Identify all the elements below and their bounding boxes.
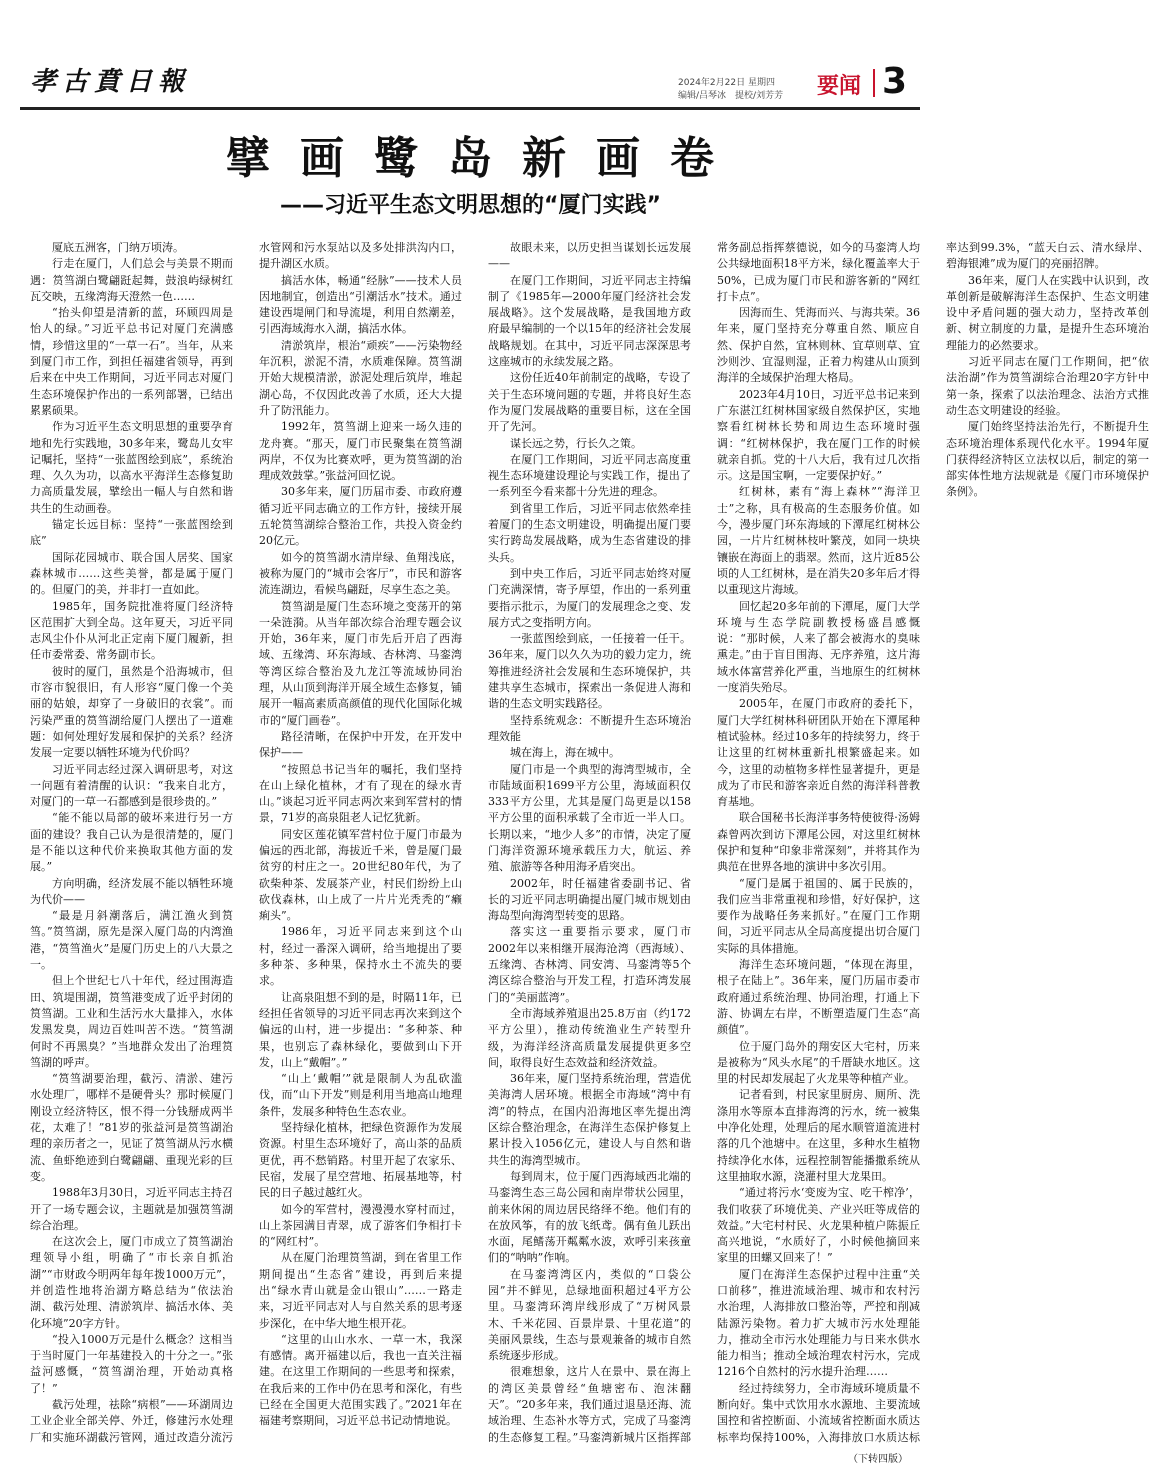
article-paragraph: 回忆起20多年前的下潭尾，厦门大学环境与生态学院副教授杨盛昌感慨说：“那时候，人来了都会被海水的臭味熏走。”由于盲目围海、无序养殖，这片海域水体富营养化严重，当地原生的红树林一度消失殆尽。 [717, 599, 920, 695]
subheadline: ——习近平生态文明思想的“厦门实践” [280, 193, 661, 218]
article-paragraph: “这里的山山水水、一草一木，我深有感情。离开福建以后，我也一直关注福建。在这里工作期间的一些思考和探索，在我后来的工作中仍在思考和深化，有些已经在全国更大范围实践了。”2021年在福建考察期间，习近平总书记动情地说。 [259, 1332, 462, 1428]
article-paragraph: 1988年3月30日，习近平同志主持召开了一场专题会议，主题就是加强筼筜湖综合治理。 [30, 1186, 233, 1232]
article-paragraph: “厦门是属于祖国的、属于民族的，我们应当非常重视和珍惜，好好保护，这要作为战略任务来抓好。”在厦门工作期间，习近平同志从全局高度提出切合厦门实际的具体措施。 [717, 876, 920, 955]
article-paragraph: 在厦门工作期间，习近平同志高度重视生态环境建设理论与实践工作，提出了一系列至今看来都十分先进的理念。 [488, 452, 691, 499]
article-paragraph: “山上‘戴帽’”就是限制人为乱砍滥伐，而“山下开发”则是利用当地高山地理条件，发展多种特色生态农业。 [259, 1072, 462, 1118]
section-name: 要闻 [817, 74, 862, 99]
article-paragraph: 一张蓝图绘到底，一任接着一任干。36年来，厦门以久久为功的毅力定力，统筹推进经济社会发展和生态环境保护，共建共享生态城市，探索出一条促进人海和谐的生态文明实践路径。 [488, 632, 691, 711]
article-paragraph: 但上个世纪七八十年代，经过围海造田、筑堤围湖，筼筜港变成了近乎封闭的筼筜湖。工业和生活污水大量排入，水体发黑发臭，周边百姓叫苦不迭。“筼筜湖何时不再黑臭？”当地群众发出了治理筼筜湖的呼声。 [30, 974, 233, 1069]
article-paragraph: 2005年，在厦门市政府的委托下，厦门大学红树林科研团队开始在下潭尾种植试验林。经过10多年的持续努力，终于让这里的红树林重新扎根繁盛起来。如今，这里的动植物多样性显著提升，更是成为了市民和游客亲近自然的海洋科普教育基地。 [717, 697, 920, 809]
article-paragraph: 这份任近40年前制定的战略，专设了关于生态环境问题的专题，并将良好生态作为厦门发展战略的重要目标，这在全国开了先河。 [488, 371, 691, 434]
article-paragraph: “筼筜湖要治理，截污、清淤、建污水处理厂，哪样不是硬骨头？那时候厦门刚设立经济特区，恨不得一分钱掰成两半花，太难了！”81岁的张益河是筼筜湖治理的亲历者之一，见证了筼筜湖从污水横流、鱼虾绝迹到白鹭翩翩、重现光彩的巨变。 [30, 1072, 233, 1183]
article-paragraph: 海洋生态环境问题，“体现在海里，根子在陆上”。36年来，厦门历届市委市政府通过系统治理、协同治理，打通上下游、协调左右岸，不断塑造厦门生态“高颜值”。 [717, 958, 920, 1037]
article-paragraph: 2002年，时任福建省委副书记、省长的习近平同志明确提出厦门城市规划由海岛型向海湾型转变的思路。 [488, 876, 691, 923]
article-paragraph: 1986年，习近平同志来到这个山村，经过一番深入调研，给当地提出了要多种茶、多种果，保持水土不流失的要求。 [259, 925, 462, 988]
article-paragraph: 落实这一重要指示要求，厦门市2002年以来相继开展海沧湾（西海域）、五缘湾、杏林湾、同安湾、马銮湾等5个湾区综合整治与开发工程，打造环湾发展门的“美丽蓝湾”。 [488, 925, 691, 1004]
article-paragraph: 同安区莲花镇军营村位于厦门市最为偏远的西北部，海拔近千米，曾是厦门最贫穷的村庄之一。20世纪80年代，为了砍柴种茶、发展茶产业，村民们纷纷上山砍伐森林，山上成了一片片光秃秃的“癞痢头”。 [259, 827, 462, 923]
article-paragraph: 彼时的厦门，虽然是个沿海城市，但市容市貌很旧，有人形容“厦门像一个美丽的姑娘，却穿了一身破旧的衣裳”。而污染严重的筼筜湖给厦门人摆出了一道难题：如何处理好发展和保护的关系？经济发展一定要以牺牲环境为代价吗？ [30, 664, 233, 760]
article-paragraph: “通过将污水‘变废为宝、吃干榨净’，我们收获了环境优美、产业兴旺等成倍的效益。”大宅村村民、火龙果种植户陈振丘高兴地说，“水质好了，小时候他摘回来家里的田螺又回来了！” [717, 1186, 920, 1265]
article-paragraph: 在这次会上，厦门市成立了筼筜湖治理领导小组，明确了“市长亲自抓治湖”“市财政今明两年每年拨1000万元”，并创造性地将治湖方略总结为“依法治湖、截污处理、清淤筑岸、搞活水体、美化环境”20字方针。 [30, 1235, 233, 1330]
article-paragraph: 厦门在海洋生态保护过程中注重“关口前移”，推进流域治理、城市和农村污水治理，人海排放口整治等，严控和削减陆源污染物。着力扩大城市污水处理能力，推动全市污水处理能力与日来水供水能力相当；推动全域治理农村污水，完成1216个自然村的污水提升治理…… [717, 1267, 920, 1379]
article-paragraph: 坚持系统观念：不断提升生态环境治理效能 [488, 713, 691, 743]
article-body [30, 240, 1149, 1450]
article-paragraph: 锚定长远目标：坚持“一张蓝图绘到底” [30, 518, 233, 548]
article-paragraph: 故眼未来，以历史担当谋划长远发展—— [488, 241, 691, 271]
article-paragraph: 2023年4月10日，习近平总书记来到广东湛江红树林国家级自然保护区，实地察看红树林长势和周边生态环境时强调：“红树林保护，我在厦门工作的时候就亲自抓。党的十八大后，我有过几次指示。这是国宝啊，一定要保护好。” [717, 387, 920, 483]
article-paragraph: “最是月斜潮落后，满江渔火到筼筜。”筼筜湖，原先是深入厦门岛的内湾渔港，“筼筜渔火”是厦门历史上的八大景之一。 [30, 909, 233, 972]
article-paragraph: 红树林，素有“海上森林”“海洋卫士”之称，具有极高的生态服务价值。如今，漫步厦门环东海域的下潭尾红树林公园，一片片红树林枝叶繁茂，如同一块块镶嵌在海面上的翡翠。然而，这片近85公顷的人工红树林，是在消失20多年后才得以重现这片海域。 [717, 485, 920, 597]
article-paragraph: 筼筜湖是厦门生态环境之变荡开的第一朵涟漪。从当年部次综合治理专题会议开始，36年来，厦门市先后开启了西海域、五缘湾、环东海域、杏林湾、马銮湾等湾区综合整治及九龙江等流域协同治理，从山顶到海洋开展全域生态修复，铺展开一幅高素质高颜值的现代化国际化城市的“厦门画卷”。 [259, 599, 462, 727]
article-paragraph: 如今的军营村，漫漫漫水穿村而过，山上茶园满目青翠，成了游客们争相打卡的“网红村”。 [259, 1202, 462, 1249]
article-paragraph: 习近平同志经过深入调研思考，对这一问题有着清醒的认识：“我来自北方，对厦门的一草一石都感到是很珍贵的。” [30, 762, 233, 809]
article-paragraph: 如今的筼筜湖水清岸绿、鱼翔浅底，被称为厦门的“城市会客厅”，市民和游客流连湖边，看候鸟翩跹，尽享生态之美。 [259, 550, 462, 597]
article-paragraph: 截污处理，祛除“病根”——环湖周边工业企业全部关停、外迁，修建污水处理厂和实施环湖截污管网，通过改造分流污水管网和污水泵站以及多处排洪沟内口，提升湖区水质。 [30, 241, 462, 1444]
article-paragraph: 厦底五洲客，门纳万顷涛。 [52, 241, 184, 254]
article-paragraph: “能不能以局部的破坏来进行另一方面的建设？我自己认为是很清楚的，厦门是不能以这种代价来换取其他方面的发展。” [30, 811, 233, 874]
section-divider [873, 69, 875, 97]
article-paragraph: 1985年，国务院批准将厦门经济特区范围扩大到全岛。这年夏天，习近平同志风尘仆仆从河北正定南下厦门履新，担任市委常委、常务副市长。 [30, 599, 233, 662]
page-number: 3 [882, 61, 908, 102]
article-paragraph: 到中央工作后，习近平同志始终对厦门充满深情，寄予厚望，作出的一系列重要指示批示，为厦门的发展理念之变、发展方式之变指明方向。 [488, 566, 691, 629]
article-paragraph: 在马銮湾湾区内，类似的“口袋公园”并不鲜见，总绿地面积超过4平方公里。马銮湾环湾岸线形成了“万树风景木、千米花园、百景岸景、十里花道”的美丽风景线，生态与景观兼备的城市自然系统逐步形成。 [488, 1267, 691, 1363]
article-paragraph: 因海而生、凭海而兴、与海共荣。36年来，厦门坚持充分尊重自然、顺应自然、保护自然，宜林则林、宜草则草、宜沙则沙、宜湿则湿，正着力构建从山顶到海洋的全域保护治理大格局。 [717, 306, 920, 385]
article-paragraph: 国际花园城市、联合国人居奖、国家森林城市……这些美誉，都是属于厦门的。但厦门的美，并非打一直如此。 [30, 550, 233, 597]
article-paragraph: 很难想象，这片人在景中、景在海上的湾区美景曾经“鱼塘密布、泡沫翻天”。“20多年来，我们通过退垦还海、流域治理、生态补水等方式，完成了马銮湾的生态修复工程。”马銮湾新城片区指挥部常务副总指挥蔡德说，如今的马銮湾人均公共绿地面积18平方米，绿化覆盖率大于50%，已成为厦门市民和游客新的“网红打卡点”。 [488, 241, 920, 1444]
article-paragraph: 厦门市是一个典型的海湾型城市，全市陆域面积1699平方公里，海域面积仅333平方公里，尤其是厦门岛更是以158平方公里的面积承载了全市近一半人口。长期以来，“地少人多”的市情，决定了厦门海洋资源环境承载压力大，航运、养殖、旅游等各种用海矛盾突出。 [488, 762, 691, 874]
article-paragraph: 习近平同志在厦门工作期间，把“依法治湖”作为筼筜湖综合治理20字方针中第一条，探索了以法治理念、法治方式推动生态文明建设的经验。 [946, 355, 1149, 417]
newspaper-logo: 孝古賁日報 [30, 67, 191, 97]
issue-date: 2024年2月22日 星期四 [678, 78, 775, 88]
article-paragraph: 全市海域养殖退出25.8万亩（约172平方公里），推动传统渔业生产转型升级，为海洋经济高质量发展提供更多空间，取得良好生态效益和经济效益。 [488, 1006, 691, 1069]
article-paragraph: 行走在厦门，人们总会与美景不期而遇：筼筜湖白鹭翩跹起舞，鼓浪屿绿树红瓦交映，五缘湾海天澄然一色…… [30, 257, 233, 303]
editor-credits: 编辑/吕琴冰 提校/刘芳芳 [678, 91, 784, 101]
article-paragraph: 坚持绿化植林，把绿色资源作为发展资源。村里生态环境好了，高山茶的品质更优，再不愁销路。村里开起了农家乐、民宿，发展了星空营地、拓展基地等，村民的日子越过越红火。 [259, 1121, 462, 1200]
article-paragraph: 在厦门工作期间，习近平同志主持编制了《1985年—2000年厦门经济社会发展战略》。这个发展战略，是我国地方政府最早编制的一个以15年的经济社会发展战略规划。在其中，习近平同志深深思考这座城市的永续发展之路。 [488, 273, 691, 369]
article-paragraph: 到省里工作后，习近平同志依然牵挂着厦门的生态文明建设，明确提出厦门要实行跨岛发展战略，成为生态省建设的排头兵。 [488, 501, 691, 564]
article-paragraph: 搞活水体，畅通“经脉”——技术人员因地制宜，创造出“引潮活水”技术。通过建设西堤闸门和导流堤，利用自然潮差，引西海域海水入湖，搞活水体。 [259, 273, 462, 336]
article-paragraph: 从在厦门治理筼筜湖，到在省里工作期间提出“生态省”建设，再到后来提出“绿水青山就是金山银山”……一路走来，习近平同志对人与自然关系的思考逐步深化，在中华大地生根开花。 [259, 1251, 462, 1330]
headline: 擘画鹭岛新画卷 [226, 133, 744, 184]
article-paragraph: “抬头仰望是清新的蓝，环顾四周是怡人的绿。”习近平总书记对厦门充满感情，珍惜这里的“一草一石”。当年，从来到厦门市工作，到担任福建省领导，再到后来在中央工作期间，习近平同志对厦门生态环境保护作出的一系列部署，已结出累累硕果。 [30, 306, 233, 417]
header-rule [20, 107, 920, 110]
article-paragraph: “按照总书记当年的嘱托，我们坚持在山上绿化植林，才有了现在的绿水青山。”谈起习近平同志两次来到军营村的情景，71岁的高泉阻老人记忆犹新。 [259, 762, 462, 825]
article-paragraph: “投入1000万元是什么概念？这相当于当时厦门一年基建投入的十分之一。”张益河感慨，“筼筜湖治理，开始动真格了！” [30, 1332, 233, 1395]
article-paragraph: 30多年来，厦门历届市委、市政府遵循习近平同志确立的工作方针，接续开展五轮筼筜湖综合整治工作，共投入资金约20亿元。 [259, 485, 462, 548]
article-paragraph: 谋长远之势，行长久之策。 [510, 436, 642, 450]
article-paragraph: 让高泉阻想不到的是，时隔11年，已经担任省领导的习近平同志再次来到这个偏远的山村，进一步提出：“多种茶、种果，也别忘了森林绿化，要做到山下开发，山上“戴帽”。” [259, 990, 462, 1069]
article-paragraph: 位于厦门岛外的翔安区大宅村，历来是被称为“风头水尾”的千厝缺水地区。这里的村民却发展起了火龙果等种植产业。 [717, 1039, 920, 1086]
article-paragraph: 路径清晰，在保护中开发，在开发中保护—— [259, 729, 462, 760]
article-paragraph: 联合国秘书长海洋事务特使彼得·汤姆森曾两次到访下潭尾公园，对这里红树林保护和复种“印象非常深刻”，并将其作为典范在世界各地的演讲中多次引用。 [717, 811, 920, 874]
article-paragraph: 方向明确，经济发展不能以牺牲环境为代价—— [30, 876, 233, 906]
article-paragraph: 经过持续努力，全市海域环境质量不断向好。集中式饮用水水源地、主要流域国控和省控断面、小流域省控断面水质达标率均保持100%，入海排放口水质达标率达到99.3%，“蓝天白云、清水绿岸、碧海银滩”成为厦门的亮丽招牌。 [717, 241, 1149, 1444]
article-paragraph: 记者看到，村民家里厨房、厕所、洗涤用水等原本直排海湾的污水，统一被集中净化处理，处理后的尾水顺管道流进村落的几个池塘中。在这里，多种水生植物持续净化水体，远程控制智能播撒系统从这里抽取水源，浇灌村里大龙果田。 [717, 1088, 920, 1183]
article-paragraph: 城在海上，海在城中。 [510, 746, 620, 760]
article-paragraph: 厦门始终坚持法治先行，不断提升生态环境治理体系现代化水平。1994年厦门获得经济特区立法权以后，制定的第一部实体性地方法规就是《厦门市环境保护条例》。 [946, 420, 1149, 499]
article-paragraph: 作为习近平生态文明思想的重要孕育地和先行实践地，30多年来，鹭岛儿女牢记嘱托，坚持“一张蓝图绘到底”，系统治理、久久为功，以高水平海洋生态修复助力高质量发展，擘绘出一幅人与自然和谐共生的生动画卷。 [30, 420, 233, 515]
article-paragraph: 36年来，厦门坚持系统治理，营造优美海湾人居环境。根据全市海域“湾中有湾”的特点，在国内沿海地区率先提出湾区综合整治理念，在海洋生态保护修复上累计投入1056亿元，建设人与自然和谐共生的海湾型城市。 [488, 1072, 691, 1167]
continued-note: （下转四版） [848, 1454, 908, 1465]
article-paragraph: 每到周末，位于厦门西海域西北端的马銮湾生态三岛公园和南岸带状公园里，前来休闲的周边居民络绎不绝。他们有的在放风筝，有的放飞纸鸢。偶有鱼儿跃出水面，尾鳍荡开粼粼水波，欢呼引来孩童们的“呐呐”作响。 [488, 1169, 691, 1265]
article-paragraph: 清淤筑岸，根治“顽疾”——污染物经年沉积，淤泥不清，水质难保障。筼筜湖开始大规模清淤，淤泥处理后筑岸，堆起湖心岛，不仅因此改善了水质，还大大提升了防汛能力。 [259, 338, 462, 417]
article-paragraph: 36年来，厦门人在实践中认识到，改革创新是破解海洋生态保护、生态文明建设中矛盾问题的强大动力，坚持改革创新、树立制度的力量，是提升生态环境治理能力的必然要求。 [946, 273, 1149, 352]
masthead [20, 55, 920, 111]
article-paragraph: 1992年，筼筜湖上迎来一场久违的龙舟赛。“那天，厦门市民聚集在筼筜湖两岸，不仅为比赛欢呼，更为筼筜湖的治理成效鼓掌。”张益河回忆说。 [259, 420, 462, 483]
